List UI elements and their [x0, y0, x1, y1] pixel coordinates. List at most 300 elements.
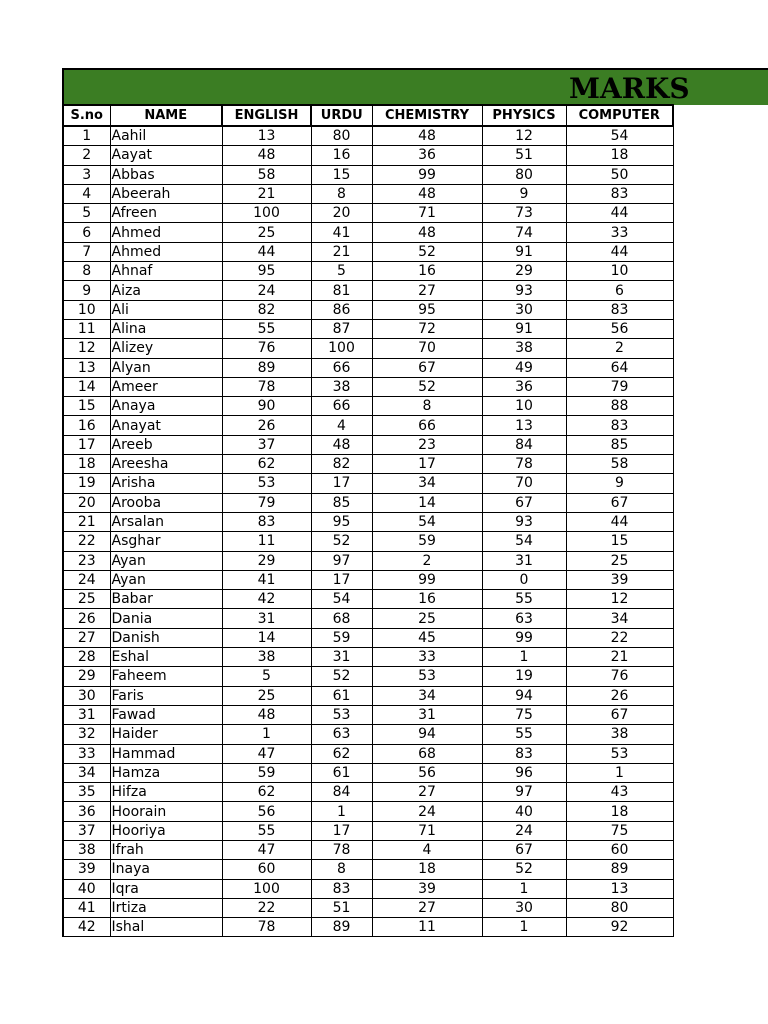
chemistry-cell[interactable]: 31 — [372, 705, 482, 724]
physics-cell[interactable]: 70 — [482, 474, 566, 493]
physics-cell[interactable]: 49 — [482, 358, 566, 377]
english-cell[interactable]: 47 — [222, 744, 311, 763]
name-cell[interactable]: Danish — [110, 628, 222, 647]
physics-cell[interactable]: 30 — [482, 300, 566, 319]
chemistry-cell[interactable]: 99 — [372, 165, 482, 184]
english-cell[interactable]: 100 — [222, 879, 311, 898]
chemistry-cell[interactable]: 53 — [372, 667, 482, 686]
sno-cell[interactable]: 36 — [63, 802, 110, 821]
urdu-cell[interactable]: 68 — [311, 609, 372, 628]
sno-cell[interactable]: 10 — [63, 300, 110, 319]
computer-cell[interactable]: 67 — [566, 705, 673, 724]
sno-cell[interactable]: 23 — [63, 551, 110, 570]
physics-cell[interactable]: 1 — [482, 879, 566, 898]
name-cell[interactable]: Areesha — [110, 455, 222, 474]
urdu-cell[interactable]: 17 — [311, 570, 372, 589]
name-cell[interactable]: Ishal — [110, 918, 222, 937]
chemistry-cell[interactable]: 94 — [372, 725, 482, 744]
chemistry-cell[interactable]: 52 — [372, 377, 482, 396]
english-cell[interactable]: 11 — [222, 532, 311, 551]
chemistry-cell[interactable]: 48 — [372, 126, 482, 146]
header-urdu[interactable]: URDU — [311, 105, 372, 126]
physics-cell[interactable]: 67 — [482, 493, 566, 512]
name-cell[interactable]: Ahmed — [110, 223, 222, 242]
computer-cell[interactable]: 44 — [566, 204, 673, 223]
sno-cell[interactable]: 12 — [63, 339, 110, 358]
computer-cell[interactable]: 12 — [566, 590, 673, 609]
english-cell[interactable]: 1 — [222, 725, 311, 744]
english-cell[interactable]: 5 — [222, 667, 311, 686]
chemistry-cell[interactable]: 59 — [372, 532, 482, 551]
sno-cell[interactable]: 22 — [63, 532, 110, 551]
name-cell[interactable]: Irtiza — [110, 898, 222, 917]
english-cell[interactable]: 48 — [222, 146, 311, 165]
sno-cell[interactable]: 24 — [63, 570, 110, 589]
name-cell[interactable]: Fawad — [110, 705, 222, 724]
physics-cell[interactable]: 91 — [482, 242, 566, 261]
urdu-cell[interactable]: 81 — [311, 281, 372, 300]
computer-cell[interactable]: 43 — [566, 783, 673, 802]
computer-cell[interactable]: 88 — [566, 397, 673, 416]
name-cell[interactable]: Anaya — [110, 397, 222, 416]
physics-cell[interactable]: 75 — [482, 705, 566, 724]
physics-cell[interactable]: 67 — [482, 840, 566, 859]
computer-cell[interactable]: 64 — [566, 358, 673, 377]
physics-cell[interactable]: 91 — [482, 319, 566, 338]
name-cell[interactable]: Ifrah — [110, 840, 222, 859]
name-cell[interactable]: Ahnaf — [110, 262, 222, 281]
name-cell[interactable]: Hamza — [110, 763, 222, 782]
name-cell[interactable]: Dania — [110, 609, 222, 628]
sno-cell[interactable]: 11 — [63, 319, 110, 338]
chemistry-cell[interactable]: 24 — [372, 802, 482, 821]
english-cell[interactable]: 21 — [222, 184, 311, 203]
urdu-cell[interactable]: 66 — [311, 397, 372, 416]
computer-cell[interactable]: 21 — [566, 648, 673, 667]
english-cell[interactable]: 60 — [222, 860, 311, 879]
english-cell[interactable]: 62 — [222, 783, 311, 802]
chemistry-cell[interactable]: 71 — [372, 821, 482, 840]
english-cell[interactable]: 55 — [222, 821, 311, 840]
english-cell[interactable]: 78 — [222, 918, 311, 937]
name-cell[interactable]: Hammad — [110, 744, 222, 763]
name-cell[interactable]: Abeerah — [110, 184, 222, 203]
chemistry-cell[interactable]: 36 — [372, 146, 482, 165]
urdu-cell[interactable]: 97 — [311, 551, 372, 570]
chemistry-cell[interactable]: 34 — [372, 474, 482, 493]
name-cell[interactable]: Ali — [110, 300, 222, 319]
name-cell[interactable]: Ayan — [110, 551, 222, 570]
sno-cell[interactable]: 39 — [63, 860, 110, 879]
sno-cell[interactable]: 19 — [63, 474, 110, 493]
urdu-cell[interactable]: 59 — [311, 628, 372, 647]
chemistry-cell[interactable]: 2 — [372, 551, 482, 570]
computer-cell[interactable]: 53 — [566, 744, 673, 763]
physics-cell[interactable]: 78 — [482, 455, 566, 474]
urdu-cell[interactable]: 17 — [311, 821, 372, 840]
sno-cell[interactable]: 17 — [63, 435, 110, 454]
english-cell[interactable]: 25 — [222, 686, 311, 705]
computer-cell[interactable]: 18 — [566, 802, 673, 821]
sno-cell[interactable]: 2 — [63, 146, 110, 165]
urdu-cell[interactable]: 78 — [311, 840, 372, 859]
name-cell[interactable]: Arooba — [110, 493, 222, 512]
chemistry-cell[interactable]: 39 — [372, 879, 482, 898]
urdu-cell[interactable]: 84 — [311, 783, 372, 802]
name-cell[interactable]: Ameer — [110, 377, 222, 396]
sno-cell[interactable]: 33 — [63, 744, 110, 763]
physics-cell[interactable]: 55 — [482, 590, 566, 609]
physics-cell[interactable]: 52 — [482, 860, 566, 879]
english-cell[interactable]: 58 — [222, 165, 311, 184]
name-cell[interactable]: Areeb — [110, 435, 222, 454]
sno-cell[interactable]: 27 — [63, 628, 110, 647]
chemistry-cell[interactable]: 67 — [372, 358, 482, 377]
name-cell[interactable]: Faris — [110, 686, 222, 705]
computer-cell[interactable]: 13 — [566, 879, 673, 898]
urdu-cell[interactable]: 4 — [311, 416, 372, 435]
english-cell[interactable]: 37 — [222, 435, 311, 454]
english-cell[interactable]: 83 — [222, 512, 311, 531]
sno-cell[interactable]: 37 — [63, 821, 110, 840]
computer-cell[interactable]: 22 — [566, 628, 673, 647]
chemistry-cell[interactable]: 14 — [372, 493, 482, 512]
urdu-cell[interactable]: 48 — [311, 435, 372, 454]
computer-cell[interactable]: 25 — [566, 551, 673, 570]
urdu-cell[interactable]: 80 — [311, 126, 372, 146]
chemistry-cell[interactable]: 27 — [372, 898, 482, 917]
english-cell[interactable]: 56 — [222, 802, 311, 821]
name-cell[interactable]: Ayan — [110, 570, 222, 589]
name-cell[interactable]: Iqra — [110, 879, 222, 898]
physics-cell[interactable]: 96 — [482, 763, 566, 782]
name-cell[interactable]: Alina — [110, 319, 222, 338]
sno-cell[interactable]: 41 — [63, 898, 110, 917]
physics-cell[interactable]: 29 — [482, 262, 566, 281]
sno-cell[interactable]: 16 — [63, 416, 110, 435]
english-cell[interactable]: 29 — [222, 551, 311, 570]
chemistry-cell[interactable]: 16 — [372, 590, 482, 609]
urdu-cell[interactable]: 53 — [311, 705, 372, 724]
english-cell[interactable]: 24 — [222, 281, 311, 300]
physics-cell[interactable]: 13 — [482, 416, 566, 435]
english-cell[interactable]: 13 — [222, 126, 311, 146]
computer-cell[interactable]: 18 — [566, 146, 673, 165]
computer-cell[interactable]: 6 — [566, 281, 673, 300]
name-cell[interactable]: Babar — [110, 590, 222, 609]
computer-cell[interactable]: 26 — [566, 686, 673, 705]
chemistry-cell[interactable]: 95 — [372, 300, 482, 319]
english-cell[interactable]: 82 — [222, 300, 311, 319]
physics-cell[interactable]: 40 — [482, 802, 566, 821]
sno-cell[interactable]: 4 — [63, 184, 110, 203]
computer-cell[interactable]: 67 — [566, 493, 673, 512]
physics-cell[interactable]: 31 — [482, 551, 566, 570]
physics-cell[interactable]: 55 — [482, 725, 566, 744]
urdu-cell[interactable]: 8 — [311, 184, 372, 203]
physics-cell[interactable]: 73 — [482, 204, 566, 223]
urdu-cell[interactable]: 15 — [311, 165, 372, 184]
english-cell[interactable]: 76 — [222, 339, 311, 358]
name-cell[interactable]: Alyan — [110, 358, 222, 377]
physics-cell[interactable]: 30 — [482, 898, 566, 917]
chemistry-cell[interactable]: 23 — [372, 435, 482, 454]
computer-cell[interactable]: 44 — [566, 512, 673, 531]
english-cell[interactable]: 59 — [222, 763, 311, 782]
name-cell[interactable]: Faheem — [110, 667, 222, 686]
chemistry-cell[interactable]: 27 — [372, 783, 482, 802]
physics-cell[interactable]: 99 — [482, 628, 566, 647]
chemistry-cell[interactable]: 99 — [372, 570, 482, 589]
physics-cell[interactable]: 80 — [482, 165, 566, 184]
sno-cell[interactable]: 6 — [63, 223, 110, 242]
physics-cell[interactable]: 1 — [482, 918, 566, 937]
physics-cell[interactable]: 94 — [482, 686, 566, 705]
name-cell[interactable]: Arsalan — [110, 512, 222, 531]
chemistry-cell[interactable]: 72 — [372, 319, 482, 338]
sno-cell[interactable]: 3 — [63, 165, 110, 184]
chemistry-cell[interactable]: 48 — [372, 223, 482, 242]
computer-cell[interactable]: 10 — [566, 262, 673, 281]
physics-cell[interactable]: 19 — [482, 667, 566, 686]
computer-cell[interactable]: 33 — [566, 223, 673, 242]
physics-cell[interactable]: 93 — [482, 281, 566, 300]
computer-cell[interactable]: 54 — [566, 126, 673, 146]
header-sno[interactable]: S.no — [63, 105, 110, 126]
english-cell[interactable]: 95 — [222, 262, 311, 281]
physics-cell[interactable]: 9 — [482, 184, 566, 203]
name-cell[interactable]: Eshal — [110, 648, 222, 667]
english-cell[interactable]: 89 — [222, 358, 311, 377]
physics-cell[interactable]: 63 — [482, 609, 566, 628]
computer-cell[interactable]: 39 — [566, 570, 673, 589]
header-physics[interactable]: PHYSICS — [482, 105, 566, 126]
urdu-cell[interactable]: 63 — [311, 725, 372, 744]
name-cell[interactable]: Inaya — [110, 860, 222, 879]
sno-cell[interactable]: 31 — [63, 705, 110, 724]
computer-cell[interactable]: 34 — [566, 609, 673, 628]
urdu-cell[interactable]: 17 — [311, 474, 372, 493]
chemistry-cell[interactable]: 48 — [372, 184, 482, 203]
header-name[interactable]: NAME — [110, 105, 222, 126]
urdu-cell[interactable]: 86 — [311, 300, 372, 319]
english-cell[interactable]: 78 — [222, 377, 311, 396]
urdu-cell[interactable]: 21 — [311, 242, 372, 261]
name-cell[interactable]: Haider — [110, 725, 222, 744]
english-cell[interactable]: 26 — [222, 416, 311, 435]
computer-cell[interactable]: 38 — [566, 725, 673, 744]
sno-cell[interactable]: 18 — [63, 455, 110, 474]
physics-cell[interactable]: 54 — [482, 532, 566, 551]
sno-cell[interactable]: 34 — [63, 763, 110, 782]
urdu-cell[interactable]: 41 — [311, 223, 372, 242]
computer-cell[interactable]: 60 — [566, 840, 673, 859]
physics-cell[interactable]: 97 — [482, 783, 566, 802]
physics-cell[interactable]: 93 — [482, 512, 566, 531]
sno-cell[interactable]: 38 — [63, 840, 110, 859]
computer-cell[interactable]: 1 — [566, 763, 673, 782]
chemistry-cell[interactable]: 34 — [372, 686, 482, 705]
sno-cell[interactable]: 13 — [63, 358, 110, 377]
english-cell[interactable]: 48 — [222, 705, 311, 724]
computer-cell[interactable]: 80 — [566, 898, 673, 917]
sno-cell[interactable]: 1 — [63, 126, 110, 146]
computer-cell[interactable]: 76 — [566, 667, 673, 686]
sno-cell[interactable]: 28 — [63, 648, 110, 667]
english-cell[interactable]: 42 — [222, 590, 311, 609]
name-cell[interactable]: Anayat — [110, 416, 222, 435]
english-cell[interactable]: 31 — [222, 609, 311, 628]
chemistry-cell[interactable]: 25 — [372, 609, 482, 628]
header-chemistry[interactable]: CHEMISTRY — [372, 105, 482, 126]
physics-cell[interactable]: 24 — [482, 821, 566, 840]
chemistry-cell[interactable]: 71 — [372, 204, 482, 223]
computer-cell[interactable]: 56 — [566, 319, 673, 338]
computer-cell[interactable]: 83 — [566, 300, 673, 319]
chemistry-cell[interactable]: 52 — [372, 242, 482, 261]
name-cell[interactable]: Aiza — [110, 281, 222, 300]
computer-cell[interactable]: 83 — [566, 184, 673, 203]
name-cell[interactable]: Aayat — [110, 146, 222, 165]
english-cell[interactable]: 47 — [222, 840, 311, 859]
sno-cell[interactable]: 15 — [63, 397, 110, 416]
english-cell[interactable]: 53 — [222, 474, 311, 493]
english-cell[interactable]: 90 — [222, 397, 311, 416]
english-cell[interactable]: 79 — [222, 493, 311, 512]
urdu-cell[interactable]: 1 — [311, 802, 372, 821]
computer-cell[interactable]: 75 — [566, 821, 673, 840]
urdu-cell[interactable]: 89 — [311, 918, 372, 937]
sno-cell[interactable]: 26 — [63, 609, 110, 628]
computer-cell[interactable]: 85 — [566, 435, 673, 454]
urdu-cell[interactable]: 8 — [311, 860, 372, 879]
sno-cell[interactable]: 5 — [63, 204, 110, 223]
chemistry-cell[interactable]: 54 — [372, 512, 482, 531]
sno-cell[interactable]: 40 — [63, 879, 110, 898]
name-cell[interactable]: Abbas — [110, 165, 222, 184]
chemistry-cell[interactable]: 66 — [372, 416, 482, 435]
sno-cell[interactable]: 8 — [63, 262, 110, 281]
english-cell[interactable]: 22 — [222, 898, 311, 917]
sno-cell[interactable]: 14 — [63, 377, 110, 396]
urdu-cell[interactable]: 31 — [311, 648, 372, 667]
physics-cell[interactable]: 38 — [482, 339, 566, 358]
sno-cell[interactable]: 20 — [63, 493, 110, 512]
sno-cell[interactable]: 9 — [63, 281, 110, 300]
sno-cell[interactable]: 25 — [63, 590, 110, 609]
english-cell[interactable]: 44 — [222, 242, 311, 261]
urdu-cell[interactable]: 100 — [311, 339, 372, 358]
computer-cell[interactable]: 58 — [566, 455, 673, 474]
urdu-cell[interactable]: 61 — [311, 763, 372, 782]
chemistry-cell[interactable]: 68 — [372, 744, 482, 763]
urdu-cell[interactable]: 83 — [311, 879, 372, 898]
sno-cell[interactable]: 7 — [63, 242, 110, 261]
physics-cell[interactable]: 83 — [482, 744, 566, 763]
computer-cell[interactable]: 2 — [566, 339, 673, 358]
urdu-cell[interactable]: 52 — [311, 532, 372, 551]
urdu-cell[interactable]: 85 — [311, 493, 372, 512]
sno-cell[interactable]: 30 — [63, 686, 110, 705]
computer-cell[interactable]: 9 — [566, 474, 673, 493]
chemistry-cell[interactable]: 45 — [372, 628, 482, 647]
urdu-cell[interactable]: 61 — [311, 686, 372, 705]
physics-cell[interactable]: 12 — [482, 126, 566, 146]
name-cell[interactable]: Hoorain — [110, 802, 222, 821]
urdu-cell[interactable]: 62 — [311, 744, 372, 763]
name-cell[interactable]: Alizey — [110, 339, 222, 358]
chemistry-cell[interactable]: 4 — [372, 840, 482, 859]
chemistry-cell[interactable]: 18 — [372, 860, 482, 879]
physics-cell[interactable]: 1 — [482, 648, 566, 667]
sno-cell[interactable]: 42 — [63, 918, 110, 937]
physics-cell[interactable]: 10 — [482, 397, 566, 416]
urdu-cell[interactable]: 5 — [311, 262, 372, 281]
physics-cell[interactable]: 74 — [482, 223, 566, 242]
name-cell[interactable]: Arisha — [110, 474, 222, 493]
urdu-cell[interactable]: 20 — [311, 204, 372, 223]
sno-cell[interactable]: 32 — [63, 725, 110, 744]
chemistry-cell[interactable]: 17 — [372, 455, 482, 474]
computer-cell[interactable]: 44 — [566, 242, 673, 261]
chemistry-cell[interactable]: 11 — [372, 918, 482, 937]
physics-cell[interactable]: 0 — [482, 570, 566, 589]
computer-cell[interactable]: 92 — [566, 918, 673, 937]
computer-cell[interactable]: 15 — [566, 532, 673, 551]
urdu-cell[interactable]: 16 — [311, 146, 372, 165]
computer-cell[interactable]: 79 — [566, 377, 673, 396]
chemistry-cell[interactable]: 70 — [372, 339, 482, 358]
urdu-cell[interactable]: 54 — [311, 590, 372, 609]
urdu-cell[interactable]: 66 — [311, 358, 372, 377]
urdu-cell[interactable]: 52 — [311, 667, 372, 686]
name-cell[interactable]: Hifza — [110, 783, 222, 802]
sno-cell[interactable]: 21 — [63, 512, 110, 531]
chemistry-cell[interactable]: 8 — [372, 397, 482, 416]
english-cell[interactable]: 14 — [222, 628, 311, 647]
computer-cell[interactable]: 50 — [566, 165, 673, 184]
urdu-cell[interactable]: 95 — [311, 512, 372, 531]
urdu-cell[interactable]: 51 — [311, 898, 372, 917]
physics-cell[interactable]: 51 — [482, 146, 566, 165]
computer-cell[interactable]: 83 — [566, 416, 673, 435]
header-computer[interactable]: COMPUTER — [566, 105, 673, 126]
english-cell[interactable]: 55 — [222, 319, 311, 338]
computer-cell[interactable]: 89 — [566, 860, 673, 879]
physics-cell[interactable]: 36 — [482, 377, 566, 396]
english-cell[interactable]: 41 — [222, 570, 311, 589]
sno-cell[interactable]: 35 — [63, 783, 110, 802]
name-cell[interactable]: Hooriya — [110, 821, 222, 840]
english-cell[interactable]: 100 — [222, 204, 311, 223]
english-cell[interactable]: 25 — [222, 223, 311, 242]
name-cell[interactable]: Aahil — [110, 126, 222, 146]
physics-cell[interactable]: 84 — [482, 435, 566, 454]
header-english[interactable]: ENGLISH — [222, 105, 311, 126]
urdu-cell[interactable]: 38 — [311, 377, 372, 396]
sno-cell[interactable]: 29 — [63, 667, 110, 686]
chemistry-cell[interactable]: 33 — [372, 648, 482, 667]
urdu-cell[interactable]: 82 — [311, 455, 372, 474]
chemistry-cell[interactable]: 56 — [372, 763, 482, 782]
name-cell[interactable]: Afreen — [110, 204, 222, 223]
name-cell[interactable]: Ahmed — [110, 242, 222, 261]
name-cell[interactable]: Asghar — [110, 532, 222, 551]
english-cell[interactable]: 38 — [222, 648, 311, 667]
english-cell[interactable]: 62 — [222, 455, 311, 474]
urdu-cell[interactable]: 87 — [311, 319, 372, 338]
chemistry-cell[interactable]: 27 — [372, 281, 482, 300]
